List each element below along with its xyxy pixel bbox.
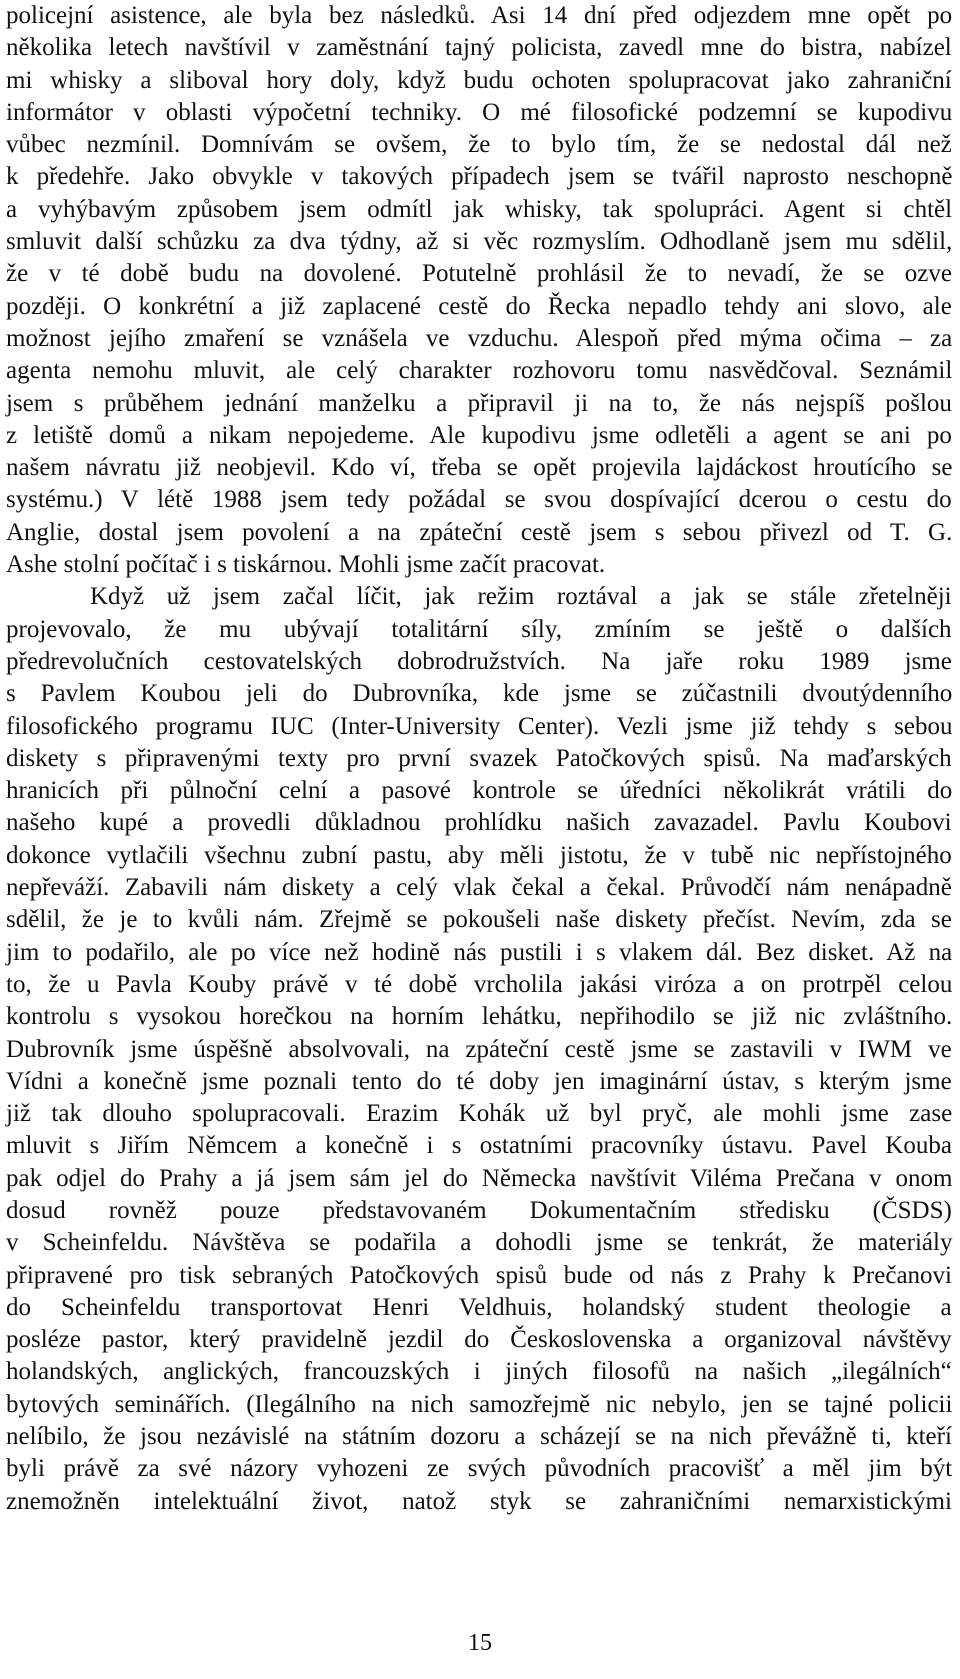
text-line: mi whisky a sliboval hory doly, když budu ochoten spolupracovat jako zahraniční <box>6 66 952 94</box>
text-line: již tak dlouho spolupracovali. Erazim Kohák už byl pryč, ale mohli jsme zase <box>6 1100 953 1128</box>
text-line: vůbec nezmínil. Domnívám se ovšem, že to bylo tím, že se nedostal dál než <box>6 131 952 159</box>
body-text <box>6 0 952 1518</box>
text-line: bytových seminářích. (Ilegálního na nich samozřejmě nic nebylo, jen se tajné policii <box>6 1390 953 1418</box>
text-line: později. O konkrétní a již zaplacené cestě do Řecka nepadlo tehdy ani slovo, ale <box>6 292 952 320</box>
text-line: policejní asistence, ale byla bez následků. Asi 14 dní před odjezdem mne opět po <box>6 2 953 29</box>
text-line: v Scheinfeldu. Návštěva se podařila a dohodli jsme se tenkrát, že materiály <box>6 1229 953 1257</box>
text-line: projevovalo, že mu ubývají totalitární síly, zmíním se ještě o dalších <box>6 615 952 643</box>
text-line: jsem s průběhem jednání manželku a připravil ji na to, že nás nejspíš pošlou <box>6 389 952 417</box>
text-line: k předehře. Jako obvykle v takových případech jsem se tvářil naprosto neschopně <box>6 163 953 191</box>
text-line: že v té době budu na dovolené. Potutelně prohlásil že to nevadí, že se ozve <box>6 260 952 288</box>
text-line: našeho kupé a provedli důkladnou prohlídku našich zavazadel. Pavlu Koubovi <box>6 809 952 837</box>
text-line: nelíbilo, že jsou nezávislé na státním dozoru a scházejí se na nich převážně ti, kteří <box>6 1423 952 1451</box>
text-line: možnost jejího zmaření se vznášela ve vzduchu. Alespoň před mýma očima – za <box>6 324 953 352</box>
text-line: nepřeváží. Zabavili nám diskety a celý vlak čekal a čekal. Průvodčí nám nenápadně <box>6 874 952 902</box>
paragraph-first-line: Když už jsem začal líčit, jak režim roztával a jak se stále zřetelněji <box>90 583 952 611</box>
text-line: to, že u Pavla Kouby právě v té době vrcholila jakási viróza a on protrpěl celou <box>6 970 953 998</box>
text-line: posléze pastor, který pravidelně jezdil do Československa a organizoval návštěvy <box>6 1326 952 1354</box>
text-line: mluvit s Jiřím Němcem a konečně i s ostatními pracovníky ústavu. Pavel Kouba <box>6 1132 952 1160</box>
text-line: systému.) V létě 1988 jsem tedy požádal se svou dospívající dcerou o cestu do <box>6 486 952 514</box>
text-line: znemožněn intelektuální život, natož styk se zahraničními nemarxistickými <box>6 1487 952 1515</box>
text-line: sdělil, že je to kvůli nám. Zřejmě se pokoušeli naše diskety přečíst. Nevím, zda se <box>6 906 952 934</box>
text-line: předrevolučních cestovatelských dobrodružstvích. Na jaře roku 1989 jsme <box>6 647 952 675</box>
text-line: připravené pro tisk sebraných Patočkových spisů bude od nás z Prahy k Prečanovi <box>6 1261 952 1289</box>
text-line: dokonce vytlačili všechnu zubní pastu, aby měli jistotu, že v tubě nic nepřístojného <box>6 841 952 869</box>
text-line: s Pavlem Koubou jeli do Dubrovníka, kde jsme se zúčastnili dvoutýdenního <box>6 680 953 708</box>
text-line: dosud rovněž pouze představovaném Dokumentačním středisku (ČSDS) <box>6 1196 952 1224</box>
text-line: kontrolu s vysokou horečkou na horním lehátku, nepřihodilo se již nic zvláštního. <box>6 1003 953 1031</box>
text-line: jim to podařilo, ale po více než hodině nás pustili i s vlakem dál. Bez disket. Až na <box>6 938 953 966</box>
text-line: byli právě za své názory vyhozeni ze svých původních pracovišť a měl jim být <box>6 1455 953 1483</box>
text-line: Dubrovník jsme úspěšně absolvovali, na zpáteční cestě jsme se zastavili v IWM ve <box>6 1035 952 1063</box>
text-line: několika letech navštívil v zaměstnání tajný policista, zavedl mne do bistra, nabízel <box>6 34 952 62</box>
text-line: filosofického programu IUC (Inter-University Center). Vezli jsme již tehdy s sebou <box>6 712 953 740</box>
text-line: a vyhýbavým způsobem jsem odmítl jak whisky, tak spolupráci. Agent si chtěl <box>6 195 953 223</box>
text-line: diskety s připravenými texty pro první svazek Patočkových spisů. Na maďarských <box>6 744 952 772</box>
text-line: z letiště domů a nikam nepojedeme. Ale kupodivu jsme odletěli a agent se ani po <box>6 421 952 449</box>
text-line: smluvit další schůzku za dva týdny, až si věc rozmyslím. Odhodlaně jsem mu sdělil, <box>6 228 953 256</box>
text-line: našem návratu již neobjevil. Kdo ví, třeba se opět projevila lajdáckost hroutícího se <box>6 454 953 482</box>
text-line: Anglie, dostal jsem povolení a na zpáteční cestě jsem s sebou přivezl od T. G. <box>6 518 953 546</box>
page-number: 15 <box>468 1630 492 1656</box>
text-line: holandských, anglických, francouzských i jiných filosofů na našich „ilegálních“ <box>6 1358 952 1386</box>
text-line: informátor v oblasti výpočetní techniky. O mé filosofické podzemní se kupodivu <box>6 98 953 126</box>
text-line: Vídni a konečně jsme poznali tento do té doby jen imaginární ústav, s kterým jsme <box>6 1067 952 1095</box>
text-line: agenta nemohu mluvit, ale celý charakter rozhovoru tomu nasvědčoval. Seznámil <box>6 357 953 385</box>
text-line: pak odjel do Prahy a já jsem sám jel do Německa navštívit Viléma Prečana v onom <box>6 1164 953 1192</box>
text-line: hranicích při půlnoční celní a pasové kontrole se úředníci několikrát vrátili do <box>6 777 953 805</box>
text-line: do Scheinfeldu transportovat Henri Veldhuis, holandský student theologie a <box>6 1293 952 1321</box>
text-line: Ashe stolní počítač i s tiskárnou. Mohli jsme začít pracovat. <box>6 551 606 579</box>
